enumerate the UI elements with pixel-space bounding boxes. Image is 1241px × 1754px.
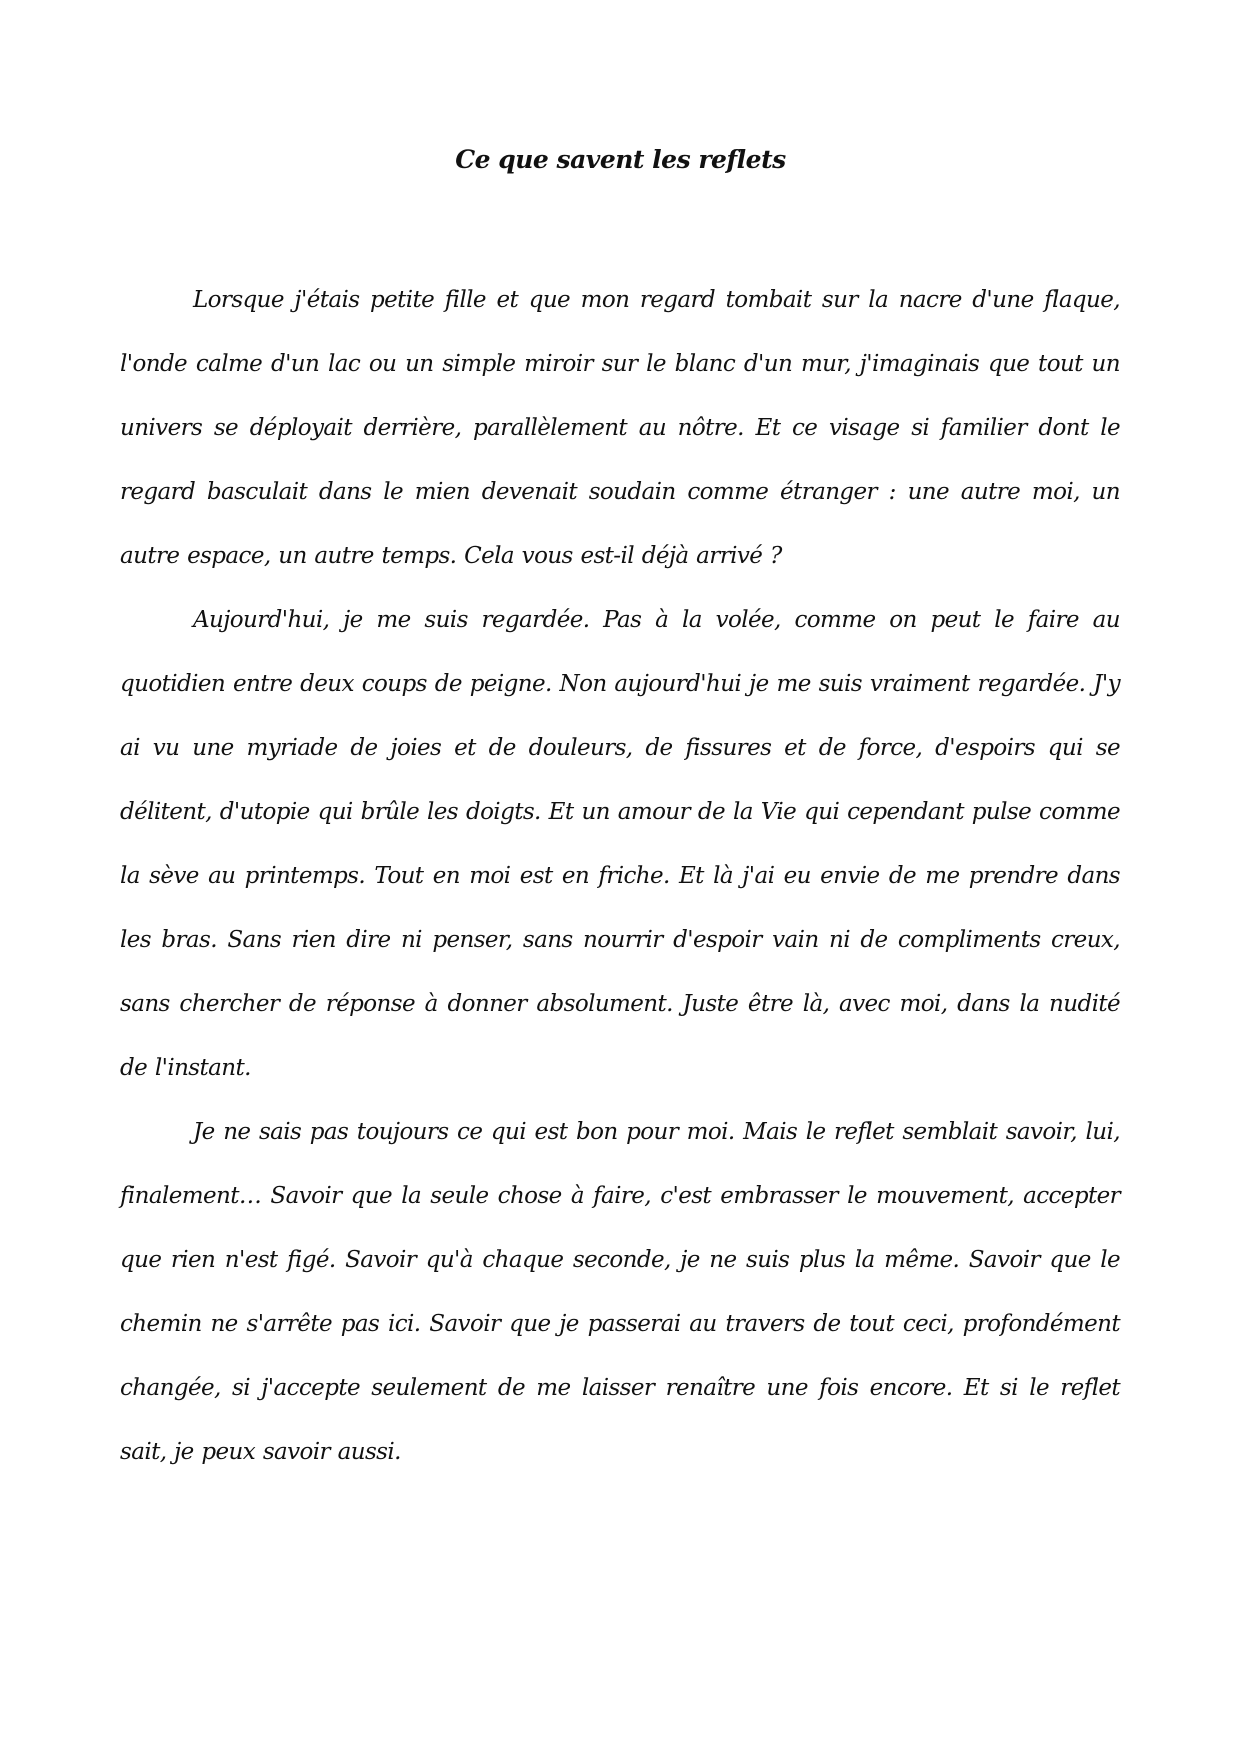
paragraph-1: Lorsque j'étais petite fille et que mon regard tombait sur la nacre d'une flaque, l'onde calme d'un lac ou un simple miroir sur le blanc d'un mur, j'imaginais que tout un univers se déployait derrière, parallèlement au nôtre. Et ce visage si familier dont le regard basculait dans le mien devenait soudain comme étranger : une autre moi, un autre espace, un autre temps. Cela vous est-il déjà arrivé ? — [120, 287, 1120, 569]
document-body — [120, 268, 1120, 1484]
paragraph-3: Je ne sais pas toujours ce qui est bon pour moi. Mais le reflet semblait savoir, lui, finalement… Savoir que la seule chose à faire, c'est embrasser le mouvement, accepter que rien n'est figé. Savoir qu'à chaque seconde, je ne suis plus la même. Savoir que le chemin ne s'arrête pas ici. Savoir que je passerai au travers de tout ceci, profondément changée, si j'accepte seulement de me laisser renaître une fois encore. Et si le reflet sait, je peux savoir aussi. — [120, 1119, 1120, 1465]
paragraph-2: Aujourd'hui, je me suis regardée. Pas à la volée, comme on peut le faire au quotidien entre deux coups de peigne. Non aujourd'hui je me suis vraiment regardée. J'y ai vu une myriade de joies et de douleurs, de fissures et de force, d'espoirs qui se délitent, d'utopie qui brûle les doigts. Et un amour de la Vie qui cependant pulse comme la sève au printemps. Tout en moi est en friche. Et là j'ai eu envie de me prendre dans les bras. Sans rien dire ni penser, sans nourrir d'espoir vain ni de compliments creux, sans chercher de réponse à donner absolument. Juste être là, avec moi, dans la nudité de l'instant. — [120, 607, 1120, 1081]
document-title: Ce que savent les reflets — [455, 145, 786, 174]
